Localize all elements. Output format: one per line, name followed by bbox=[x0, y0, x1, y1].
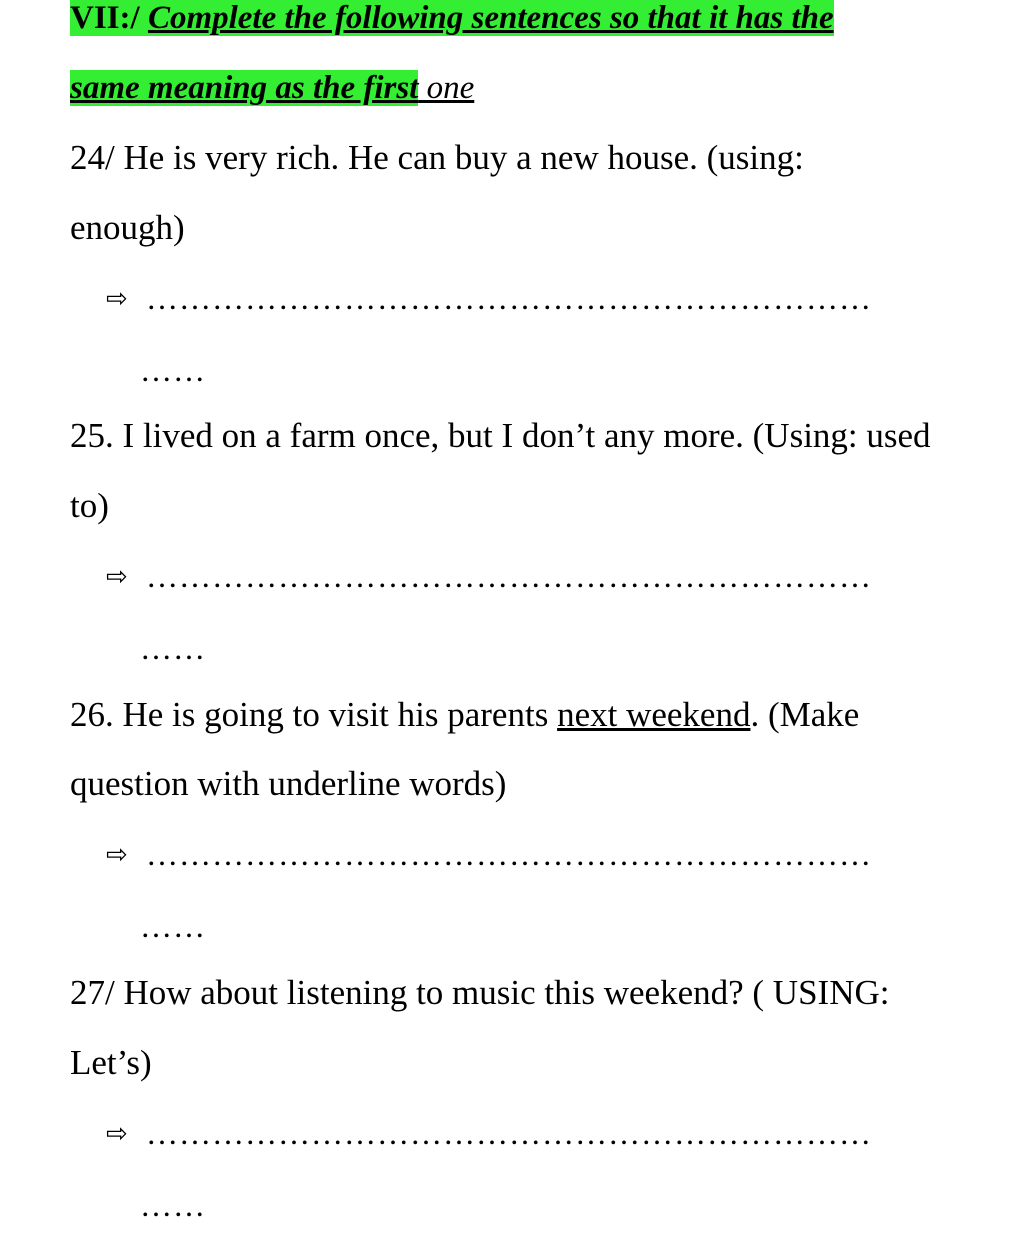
answer-line-25-continuation[interactable]: …… bbox=[140, 630, 206, 666]
question-25-line-1: 25. I lived on a farm once, but I don’t any more. (Using: used bbox=[70, 416, 931, 455]
question-26-underlined-words: next weekend bbox=[557, 695, 751, 734]
question-26-text-before: 26. He is going to visit his parents bbox=[70, 695, 558, 734]
arrow-icon: ⇨ bbox=[106, 1119, 128, 1149]
question-27-line-1: 27/ How about listening to music this weekend? ( USING: bbox=[70, 973, 890, 1012]
arrow-icon: ⇨ bbox=[106, 562, 128, 592]
question-26-line-1 bbox=[70, 693, 859, 737]
question-26-text-after: . (Make bbox=[750, 695, 860, 734]
answer-line-24[interactable] bbox=[106, 278, 872, 319]
answer-line-24-continuation[interactable]: …… bbox=[140, 352, 206, 388]
section-instruction-part-2: same meaning as the first bbox=[70, 70, 419, 106]
arrow-icon: ⇨ bbox=[106, 840, 128, 870]
question-24-line-2: enough) bbox=[70, 208, 185, 247]
section-heading-line-1 bbox=[70, 0, 834, 40]
question-25-line-2: to) bbox=[70, 486, 109, 525]
answer-line-25[interactable] bbox=[106, 556, 872, 597]
answer-line-27[interactable] bbox=[106, 1113, 872, 1154]
question-26-line-2: question with underline words) bbox=[70, 764, 507, 803]
answer-dots: ………………………………………………………… bbox=[146, 836, 872, 872]
answer-dots: ………………………………………………………… bbox=[146, 558, 872, 594]
arrow-icon: ⇨ bbox=[106, 284, 128, 314]
answer-line-26-continuation[interactable]: …… bbox=[140, 908, 206, 944]
section-instruction-part-3: one bbox=[418, 70, 475, 106]
question-27-line-2: Let’s) bbox=[70, 1043, 152, 1082]
answer-line-27-continuation[interactable]: …… bbox=[140, 1187, 206, 1223]
answer-line-26[interactable] bbox=[106, 834, 872, 875]
section-instruction-part-1: Complete the following sentences so that it has the bbox=[147, 0, 834, 36]
section-heading-line-2 bbox=[70, 66, 474, 110]
question-24-line-1: 24/ He is very rich. He can buy a new house. (using: bbox=[70, 138, 804, 177]
section-number: VII:/ bbox=[70, 0, 148, 36]
answer-dots: ………………………………………………………… bbox=[146, 280, 872, 316]
answer-dots: ………………………………………………………… bbox=[146, 1115, 872, 1151]
